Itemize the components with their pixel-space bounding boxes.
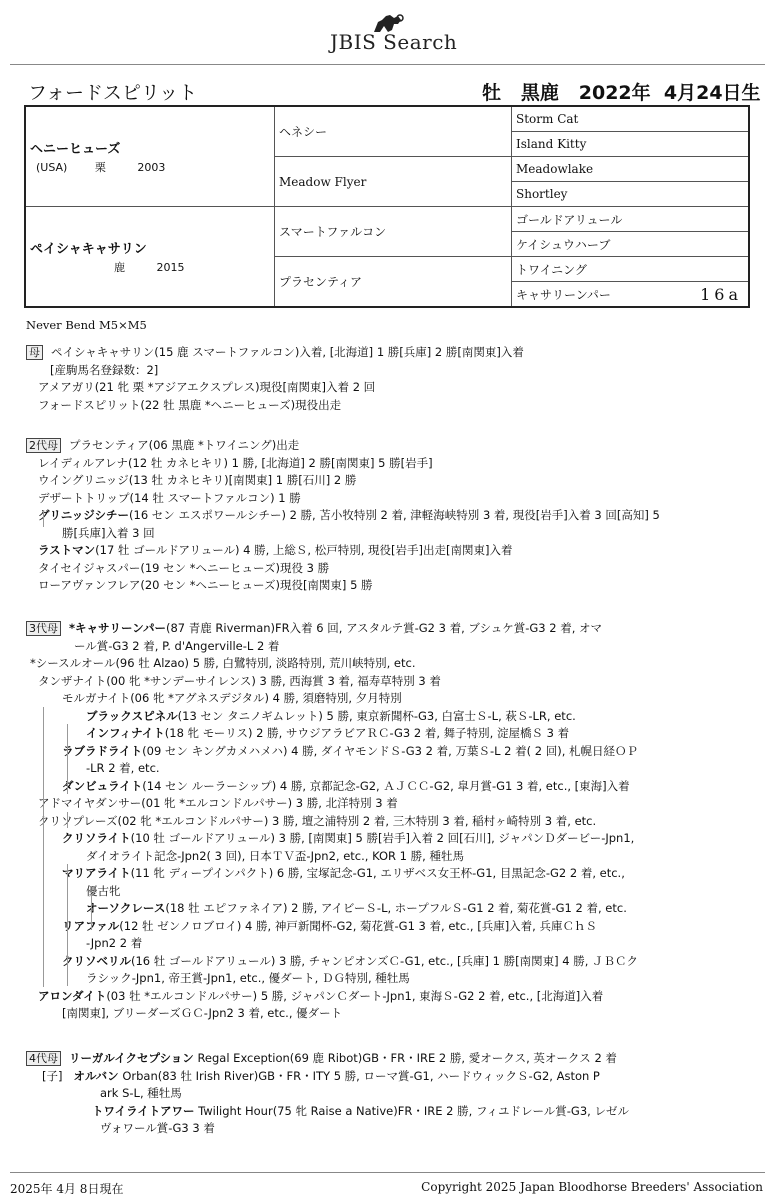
gen4-offspring-cont: ヴォワール賞-G3 3 着 — [100, 1121, 215, 1135]
horse-name: フォードスピリット — [28, 82, 198, 104]
dam-color: 鹿 — [114, 261, 125, 274]
gen2-offspring: デザートトリップ(14 牡 スマートファルコン) 1 勝 — [38, 490, 301, 505]
dam-section — [26, 344, 756, 414]
jbis-logo[interactable] — [0, 8, 775, 56]
pedigree-table — [24, 105, 750, 308]
gen3-label: 3代母 — [26, 621, 61, 636]
dam-name[interactable]: ペイシャキャサリン — [30, 242, 147, 257]
sire-sire[interactable]: ヘネシー — [275, 106, 512, 157]
horse-color: 黒鹿 — [520, 82, 559, 104]
gen3-offspring: *シースルオール(96 牡 Alzao) 5 勝, 白鷺特別, 淡路特別, 荒川峡特別, etc. — [30, 656, 416, 670]
gen2-section — [26, 437, 756, 595]
dam-sire[interactable]: スマートファルコン — [275, 207, 512, 257]
header-divider — [10, 64, 765, 65]
gen3-offspring: マリアライト(11 牝 ディープインパクト) 6 勝, 宝塚記念-G1, エリザベス女王杯-G1, 目黒記念-G2 2 着, etc., — [62, 866, 625, 880]
footer-copyright: Copyright 2025 Japan Bloodhorse Breeders' Association — [421, 1180, 763, 1194]
sire-country: (USA) — [36, 161, 68, 174]
gen2-offspring: ラストマン(17 牡 ゴールドアリュール) 4 勝, 上総Ｓ, 松戸特別, 現役[岩手]出走[南関東]入着 — [38, 543, 513, 557]
gen2-offspring: タイセイジャスパー(19 セン *ヘニーヒューズ)現役 3 勝 — [38, 560, 330, 575]
gen3-offspring: クリソライト(10 牡 ゴールドアリュール) 3 勝, [南関東] 5 勝[岩手]入着 2 回[石川], ジャパンＤダービー-Jpn1, — [62, 831, 635, 845]
sire-color: 栗 — [94, 161, 106, 174]
gen3-8-cell[interactable] — [512, 282, 750, 308]
dam-offspring: フォードスピリット(22 牡 黒鹿 *ヘニーヒューズ)現役出走 — [38, 397, 342, 412]
footer-date: 2025年 4月 8日現在 — [10, 1182, 124, 1196]
dam-offspring-count: [産駒馬名登録数：2] — [50, 362, 159, 377]
gen3-1[interactable]: Storm Cat — [512, 106, 750, 132]
sire-dam[interactable]: Meadow Flyer — [275, 157, 512, 207]
gen3-offspring: タンザナイト(00 牝 *サンデーサイレンス) 3 勝, 西海賞 3 着, 福寿草特別 3 着 — [38, 673, 441, 688]
horse-sex: 牡 — [482, 82, 502, 104]
gen3-2[interactable]: Island Kitty — [512, 132, 750, 157]
gen3-7[interactable]: トワイニング — [512, 257, 750, 282]
logo-text: JBIS Search — [330, 30, 458, 54]
gen3-8[interactable]: キャサリーンパー — [516, 287, 611, 302]
gen4-label: 4代母 — [26, 1051, 61, 1066]
gen3-offspring: アドマイヤダンサー(01 牝 *エルコンドルパサー) 3 勝, 北洋特別 3 着 — [38, 796, 398, 810]
gen3-6[interactable]: ケイシュウハーブ — [512, 232, 750, 257]
gen3-offspring: ダンビュライト(14 セン ルーラーシップ) 4 勝, 京都記念-G2, ＡＪＣＣ-G2, 皐月賞-G1 3 着, etc., [東海]入着 — [62, 778, 630, 793]
gen3-offspring-cont: [南関東], ブリーダーズＧＣ-Jpn2 3 着, etc., 優ダート — [62, 1006, 343, 1020]
gen3-offspring: クリソベリル(16 牡 ゴールドアリュール) 3 勝, チャンピオンズＣ-G1, etc., [兵庫] 1 勝[南関東] 4 勝, ＪＢＣク — [62, 953, 639, 968]
gen3-offspring: モルガナイト(06 牝 *アグネスデジタル) 4 勝, 須磨特別, 夕月特別 — [62, 691, 402, 705]
gen3-4[interactable]: Shortley — [512, 182, 750, 207]
gen3-offspring: アロンダイト(03 牡 *エルコンドルパサー) 5 勝, ジャパンＣダート-Jpn1, 東海Ｓ-G2 2 着, etc., [北海道]入着 — [38, 988, 604, 1003]
sire-year: 2003 — [137, 161, 166, 174]
sire-name[interactable]: ヘニーヒューズ — [30, 142, 121, 157]
dam-cell[interactable] — [25, 207, 275, 308]
gen3-offspring-cont: -Jpn2 2 着 — [86, 936, 143, 950]
gen3-offspring-cont: ダイオライト記念-Jpn2( 3 回), 日本ＴＶ盃-Jpn2, etc., KOR 1 勝, 種牡馬 — [86, 848, 464, 863]
tree-line — [91, 894, 92, 930]
dam-line: ペイシャキャサリン(15 鹿 スマートファルコン)入着, [北海道] 1 勝[兵庫] 2 勝[南関東]入着 — [51, 345, 524, 359]
gen2-label: 2代母 — [26, 438, 61, 453]
gen3-offspring: オーソクレース(18 牡 エピファネイア) 2 勝, アイビーＳ-L, ホープフルＳ-G1 2 着, 菊花賞-G1 2 着, etc. — [86, 901, 627, 915]
gen3-dam-cont: ール賞-G3 2 着, P. d'Angerville-L 2 着 — [74, 638, 280, 653]
tree-line — [67, 812, 68, 828]
tree-line — [43, 707, 44, 987]
gen2-offspring: グリニッジシチー(16 セン エスポワールシチー) 2 勝, 苫小牧特別 2 着, 津軽海峡特別 3 着, 現役[岩手]入着 3 回[高知] 5 — [38, 508, 660, 522]
children-label: [子] — [42, 1068, 63, 1083]
gen3-offspring: ラブラドライト(09 セン キングカメハメハ) 4 勝, ダイヤモンドＳ-G3 2 着, 万葉Ｓ-L 2 着( 2 回), 札幌日経ＯＰ — [62, 743, 639, 758]
horse-birthdate: 4月24日生 — [663, 82, 761, 104]
gen3-offspring: インフィナイト(18 牝 モーリス) 2 勝, サウジアラビアＲＣ-G3 2 着, 舞子特別, 淀屋橋Ｓ 3 着 — [86, 726, 570, 740]
gen2-dam-line: プラセンティア(06 黒鹿 *トワイニング)出走 — [69, 438, 300, 452]
gen2-offspring: レイディルアレナ(12 牡 カネヒキリ) 1 勝, [北海道] 2 勝[南関東] 5 勝[岩手] — [38, 455, 433, 470]
gen3-offspring: リアファル(12 牡 ゼンノロブロイ) 4 勝, 神戸新聞杯-G2, 菊花賞-G1 3 着, etc., [兵庫]入着, 兵庫ＣｈＳ — [62, 918, 597, 933]
sire-cell[interactable] — [25, 106, 275, 207]
gen2-offspring-cont: 勝[兵庫]入着 3 回 — [62, 525, 155, 540]
gen4-section: 4代母 リーガルイクセプション Regal Exception(69 鹿 Ribot)GB・FR・IRE 2 勝, 愛オークス, 英オークス 2 着 [子] オルバン Orban(83 牡 Irish River)GB・FR・ITY 5 勝, ローマ賞-G1, ハードウィックＳ-G2, Aston P ark S-L, 種牡馬 トワイライトアワー Twilight Hour(75 牝 Raise a Native)FR・IRE 2 勝, フィユドレール賞-G3, レゼル ヴォワール賞-G3 3 着 — [26, 1050, 756, 1138]
gen4-offspring-cont: ark S-L, 種牡馬 — [100, 1086, 182, 1100]
dam-offspring: アメアガリ(21 牝 栗 *アジアエクスプレス)現役[南関東]入着 2 回 — [38, 380, 376, 394]
horse-year: 2022年 — [578, 82, 651, 104]
dam-dam[interactable]: プラセンティア — [275, 257, 512, 308]
gen3-section: 3代母 *キャサリーンパー(87 青鹿 Riverman)FR入着 6 回, アスタルテ賞-G2 3 着, ブシュケ賞-G3 2 着, オマ ール賞-G3 2 着, P. d'Angerville-L 2 着 *シースルオール(96 牡 Alzao) 5 勝, 白鷺特別, 淡路特別, 荒川峡特別, etc. タンザナイト(00 牝 *サンデーサイレンス) 3 勝, 西海賞 3 着, 福寿草特別 3 着 モルガナイト(06 牝 *アグネスデジタル) 4 勝, 須磨特別, 夕月特別 ブラックスピネル(13 セン タニノギムレット) 5 勝, 東京新聞杯-G3, 白富士Ｓ-L, 萩Ｓ-LR, etc. インフィナイト(18 牝 モーリス) 2 勝, サウジアラビアＲＣ-G3 2 着, 舞子特別, 淀屋橋Ｓ 3 着 ラブラドライト(09 セン キングカメハメハ) 4 勝, ダイヤモンドＳ-G3 2 着, 万葉Ｓ-L 2 着( 2 回), 札幌日経ＯＰ -LR 2 着, etc. ダンビュライト(14 セン ルーラーシップ) 4 勝, 京都記念-G2, ＡＪＣＣ-G2, 皐月賞-G1 3 着, etc., [東海]入着 アドマイヤダンサー(01 牝 *エルコンドルパサー) 3 勝, 北洋特別 3 着 クリソプレーズ(02 牝 *エルコンドルパサー) 3 勝, 壇之浦特別 2 着, 三木特別 3 着, 稲村ヶ崎特別 3 着, etc. クリソライト(10 牡 ゴールドアリュール) 3 勝, [南関東] 5 勝[岩手]入着 2 回[石川], ジャパンＤダービー-Jpn1, ダイオライト記念-Jpn2( 3 回), 日本ＴＶ盃-Jpn2, etc., KOR 1 勝, 種牡馬 マリアライト(11 牝 ディープインパクト) 6 勝, 宝塚記念-G1, エリザベス女王杯-G1, 目黒記念-G2 2 着, etc., 優古牝 オーソクレース(18 牡 エピファネイア) 2 勝, アイビーＳ-L, ホープフルＳ-G1 2 着, 菊花賞-G1 2 着, etc. リアファル(12 牡 ゼンノロブロイ) 4 勝, 神戸新聞杯-G2, 菊花賞-G1 3 着, etc., [兵庫]入着, 兵庫ＣｈＳ -Jpn2 2 着 クリソベリル(16 牡 ゴールドアリュール) 3 勝, チャンピオンズＣ-G1, etc., [兵庫] 1 勝[南関東] 4 勝, ＪＢＣク ラシック-Jpn1, 帝王賞-Jpn1, etc., 優ダート, ＤＧ特別, 種牡馬 アロンダイト(03 牡 *エルコンドルパサー) 5 勝, ジャパンＣダート-Jpn1, 東海Ｓ-G2 2 着, etc., [北海道]入着 [南関東], ブリーダーズＧＣ-Jpn2 3 着, etc., 優ダート — [26, 620, 756, 1023]
family-number: 16a — [700, 285, 742, 304]
dam-label: 母 — [26, 345, 43, 360]
gen2-offspring: ウイングリニッジ(13 牡 カネヒキリ)[南関東] 1 勝[石川] 2 勝 — [38, 473, 357, 487]
tree-line — [43, 510, 44, 527]
gen3-offspring: ブラックスピネル(13 セン タニノギムレット) 5 勝, 東京新聞杯-G3, 白富士Ｓ-L, 萩Ｓ-LR, etc. — [86, 708, 576, 723]
gen3-offspring-cont: ラシック-Jpn1, 帝王賞-Jpn1, etc., 優ダート, ＤＧ特別, 種牡馬 — [86, 971, 410, 985]
gen3-offspring-cont: -LR 2 着, etc. — [86, 761, 160, 775]
gen3-offspring: クリソプレーズ(02 牝 *エルコンドルパサー) 3 勝, 壇之浦特別 2 着, 三木特別 3 着, 稲村ヶ崎特別 3 着, etc. — [38, 813, 597, 828]
inbreeding: Never Bend M5×M5 — [26, 318, 147, 332]
gen3-3[interactable]: Meadowlake — [512, 157, 750, 182]
gen2-offspring: ローアヴァンフレア(20 セン *ヘニーヒューズ)現役[南関東] 5 勝 — [38, 578, 373, 592]
footer-divider — [10, 1172, 765, 1173]
dam-year: 2015 — [156, 261, 185, 274]
gen3-5[interactable]: ゴールドアリュール — [512, 207, 750, 232]
gen3-offspring-cont: 優古牝 — [86, 883, 121, 898]
tree-line — [67, 864, 68, 986]
horse-info — [482, 78, 761, 105]
tree-line — [67, 724, 68, 794]
